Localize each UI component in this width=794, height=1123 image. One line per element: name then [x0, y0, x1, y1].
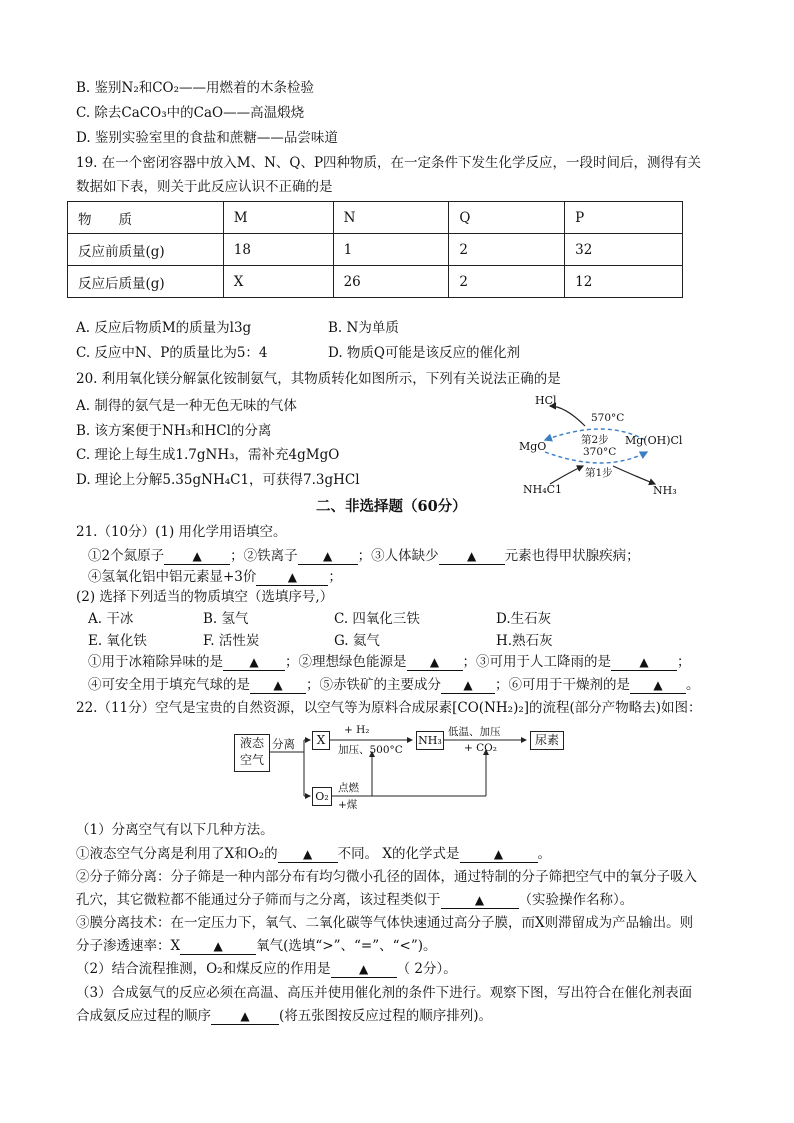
q22-text: (将五张图按反应过程的顺序排列)。: [279, 1008, 493, 1024]
q21-text: ；⑤赤铁矿的主要成分: [306, 677, 441, 693]
table-cell: 1: [333, 234, 449, 266]
q21-text: ④氢氧化铝中铝元素显+3价: [88, 569, 257, 585]
answer-blank[interactable]: ▲: [441, 893, 519, 909]
q19-option-d: D. 物质Q可能是该反应的催化剂: [328, 345, 520, 361]
q21-part1-line1: [88, 547, 640, 565]
q20-option-a: A. 制得的氨气是一种无色无味的气体: [76, 398, 297, 414]
mgohcl-label: Mg(OH)Cl: [625, 434, 683, 447]
answer-blank[interactable]: ▲: [441, 678, 495, 694]
answer-blank[interactable]: ▲: [180, 939, 256, 955]
table-cell: 26: [333, 266, 449, 298]
nh3-box: NH₃: [416, 731, 444, 750]
temp-370-label: 370°C: [583, 446, 617, 458]
answer-blank[interactable]: ▲: [630, 678, 686, 694]
answer-blank[interactable]: ▲: [439, 549, 505, 565]
q21-text: ；③可用于人工降雨的是: [462, 654, 611, 670]
hcl-label: HCl: [535, 394, 557, 407]
q22-part3-line2: [76, 1007, 492, 1025]
q18-option-d: D. 鉴别实验室里的食盐和蔗糖——品尝味道: [76, 130, 338, 146]
table-cell: 反应后质量(g): [68, 266, 224, 298]
table-cell: 物 质: [68, 202, 224, 234]
q21-text: ①2个氮原子: [88, 548, 165, 564]
q22-text: 。: [537, 846, 551, 862]
q21-text: ；: [677, 654, 691, 670]
table-row: [68, 234, 683, 266]
q21-text: ；: [328, 569, 342, 585]
ignite-label: 点燃: [338, 782, 359, 794]
answer-blank[interactable]: ▲: [460, 847, 538, 863]
table-cell: M: [223, 202, 333, 234]
table-cell: 2: [449, 234, 565, 266]
q22-text: （2）结合流程推测，O₂和煤反应的作用是: [76, 961, 331, 977]
q20-stem: 20. 利用氧化镁分解氯化铵制氨气，其物质转化如图所示，下列有关说法正确的是: [76, 371, 561, 387]
q22-part1-line5: [76, 937, 437, 955]
nh3-label: NH₃: [653, 484, 677, 497]
q20-option-c: C. 理论上每生成1.7gNH₃，需补充4gMgO: [76, 447, 340, 463]
q21-choice: G. 氦气: [334, 633, 380, 649]
q22-flow-diagram: [232, 722, 572, 810]
answer-blank[interactable]: ▲: [278, 847, 338, 863]
answer-blank[interactable]: ▲: [611, 655, 677, 671]
table-cell: Q: [449, 202, 565, 234]
q18-option-b: B. 鉴别N₂和CO₂——用燃着的木条检验: [76, 80, 315, 96]
answer-blank[interactable]: ▲: [211, 1009, 279, 1025]
q21-choice: E. 氧化铁: [88, 633, 147, 649]
condition2-label: 低温、加压: [448, 726, 501, 738]
table-cell: N: [333, 202, 449, 234]
table-cell: 18: [223, 234, 333, 266]
q21-part2-line1: [88, 653, 691, 671]
condition1-label: 加压、500°C: [338, 744, 403, 756]
section-heading: 二、非选择题（60分）: [316, 498, 467, 515]
table-cell: 反应前质量(g): [68, 234, 224, 266]
liquid-air-box: 液态空气: [234, 734, 270, 772]
answer-blank[interactable]: ▲: [331, 962, 397, 978]
answer-blank[interactable]: ▲: [256, 570, 328, 586]
answer-blank[interactable]: ▲: [298, 549, 358, 565]
q19-option-b: B. N为单质: [328, 320, 399, 336]
q21-choice: F. 活性炭: [203, 633, 260, 649]
table-cell: X: [223, 266, 333, 298]
q22-part1-line2: ②分子筛分离：分子筛是一种内部分布有均匀微小孔径的固体，通过特制的分子筛把空气中的氧分子吸入: [76, 869, 697, 885]
q22-part2-line: [76, 960, 457, 978]
table-cell: 32: [565, 234, 683, 266]
q19-data-table: [67, 201, 683, 298]
q22-text: 合成氨反应过程的顺序: [76, 1008, 211, 1024]
q21-part2-stem: (2) 选择下列适当的物质填空（选填序号,）: [76, 589, 334, 605]
table-cell: P: [565, 202, 683, 234]
separate-label: 分离: [272, 737, 295, 751]
q22-text: （实验操作名称）。: [518, 892, 634, 908]
mgo-label: MgO: [519, 440, 547, 453]
temp-570-label: 570°C: [591, 412, 625, 424]
q21-choice: C. 四氧化三铁: [334, 611, 420, 627]
q22-part3-line1: （3）合成氨气的反应必须在高温、高压并使用催化剂的条件下进行。观察下图，写出符合在催化剂表面: [76, 985, 693, 1001]
answer-blank[interactable]: ▲: [164, 549, 230, 565]
q22-stem: 22.（11分）空气是宝贵的自然资源，以空气等为原料合成尿素[CO(NH₂)₂]的流程(部分产物略去)如图：: [76, 700, 702, 716]
q21-text: ④可安全用于填充气球的是: [88, 677, 250, 693]
q22-text: 分子渗透速率：X: [76, 938, 181, 954]
answer-blank[interactable]: ▲: [250, 678, 306, 694]
table-cell: 2: [449, 266, 565, 298]
q21-part1-stem: 21.（10分）(1) 用化学用语填空。: [76, 524, 287, 540]
co2-label: + CO₂: [464, 742, 497, 754]
q21-part1-line2: [88, 568, 342, 586]
q20-option-d: D. 理论上分解5.35gNH₄C1，可获得7.3gHCl: [76, 472, 360, 488]
table-row: [68, 266, 683, 298]
h2-label: + H₂: [344, 724, 370, 736]
coal-label: +煤: [338, 799, 358, 811]
q21-part2-line2: [88, 676, 700, 694]
q21-choice: B. 氢气: [203, 611, 249, 627]
q21-text: 。: [686, 677, 700, 693]
q18-option-c: C. 除去CaCO₃中的CaO——高温煅烧: [76, 105, 305, 121]
table-cell: 12: [565, 266, 683, 298]
table-header-row: [68, 202, 683, 234]
answer-blank[interactable]: ▲: [223, 655, 285, 671]
q21-choice: A. 干冰: [88, 611, 134, 627]
q21-text: ；②铁离子: [230, 548, 298, 564]
q22-text: 孔穴，其它微粒都不能通过分子筛而与之分离，该过程类似于: [76, 892, 441, 908]
q21-choice: D.生石灰: [496, 611, 552, 627]
nh4cl-label: NH₄C1: [523, 483, 563, 496]
step2-label: 第2步: [581, 434, 609, 446]
q21-text: 元素也得甲状腺疾病；: [504, 548, 640, 564]
q22-part1-stem: （1）分离空气有以下几种方法。: [76, 822, 274, 838]
q22-part1-line1: [76, 845, 551, 863]
q22-text: （ 2分）。: [396, 961, 457, 977]
step1-label: 第1步: [585, 467, 613, 479]
q19-stem-line2: 数据如下表，则关于此反应认识不正确的是: [76, 179, 333, 195]
x-box: X: [312, 731, 330, 750]
q22-text: 氧气(选填“>”、“=”、“<”)。: [256, 938, 437, 954]
q19-option-c: C. 反应中N、P的质量比为5：4: [76, 345, 268, 361]
q21-text: ；③人体缺少: [357, 548, 439, 564]
urea-box: 尿素: [530, 731, 564, 750]
q21-choice: H.熟石灰: [496, 633, 553, 649]
q19-option-a: A. 反应后物质M的质量为l3g: [76, 320, 252, 336]
q22-part1-line4: ③膜分离技术：在一定压力下，氧气、二氧化碳等气体快速通过高分子膜，而X则滞留成为产品输出。则: [76, 915, 694, 931]
q21-text: ①用于冰箱除异味的是: [88, 654, 223, 670]
q21-text: ；⑥可用于干燥剂的是: [495, 677, 630, 693]
q20-cycle-diagram: [505, 388, 705, 500]
q19-stem-line1: 19. 在一个密闭容器中放入M、N、Q、P四种物质，在一定条件下发生化学反应，一段时间后，测得有关: [76, 155, 702, 171]
answer-blank[interactable]: ▲: [407, 655, 463, 671]
q22-part1-line3: [76, 891, 633, 909]
q20-option-b: B. 该方案便于NH₃和HCl的分离: [76, 423, 272, 439]
q22-text: 不同。 X的化学式是: [337, 846, 460, 862]
q21-text: ；②理想绿色能源是: [285, 654, 407, 670]
o2-box: O₂: [312, 787, 332, 806]
q22-text: ①液态空气分离是利用了X和O₂的: [76, 846, 278, 862]
